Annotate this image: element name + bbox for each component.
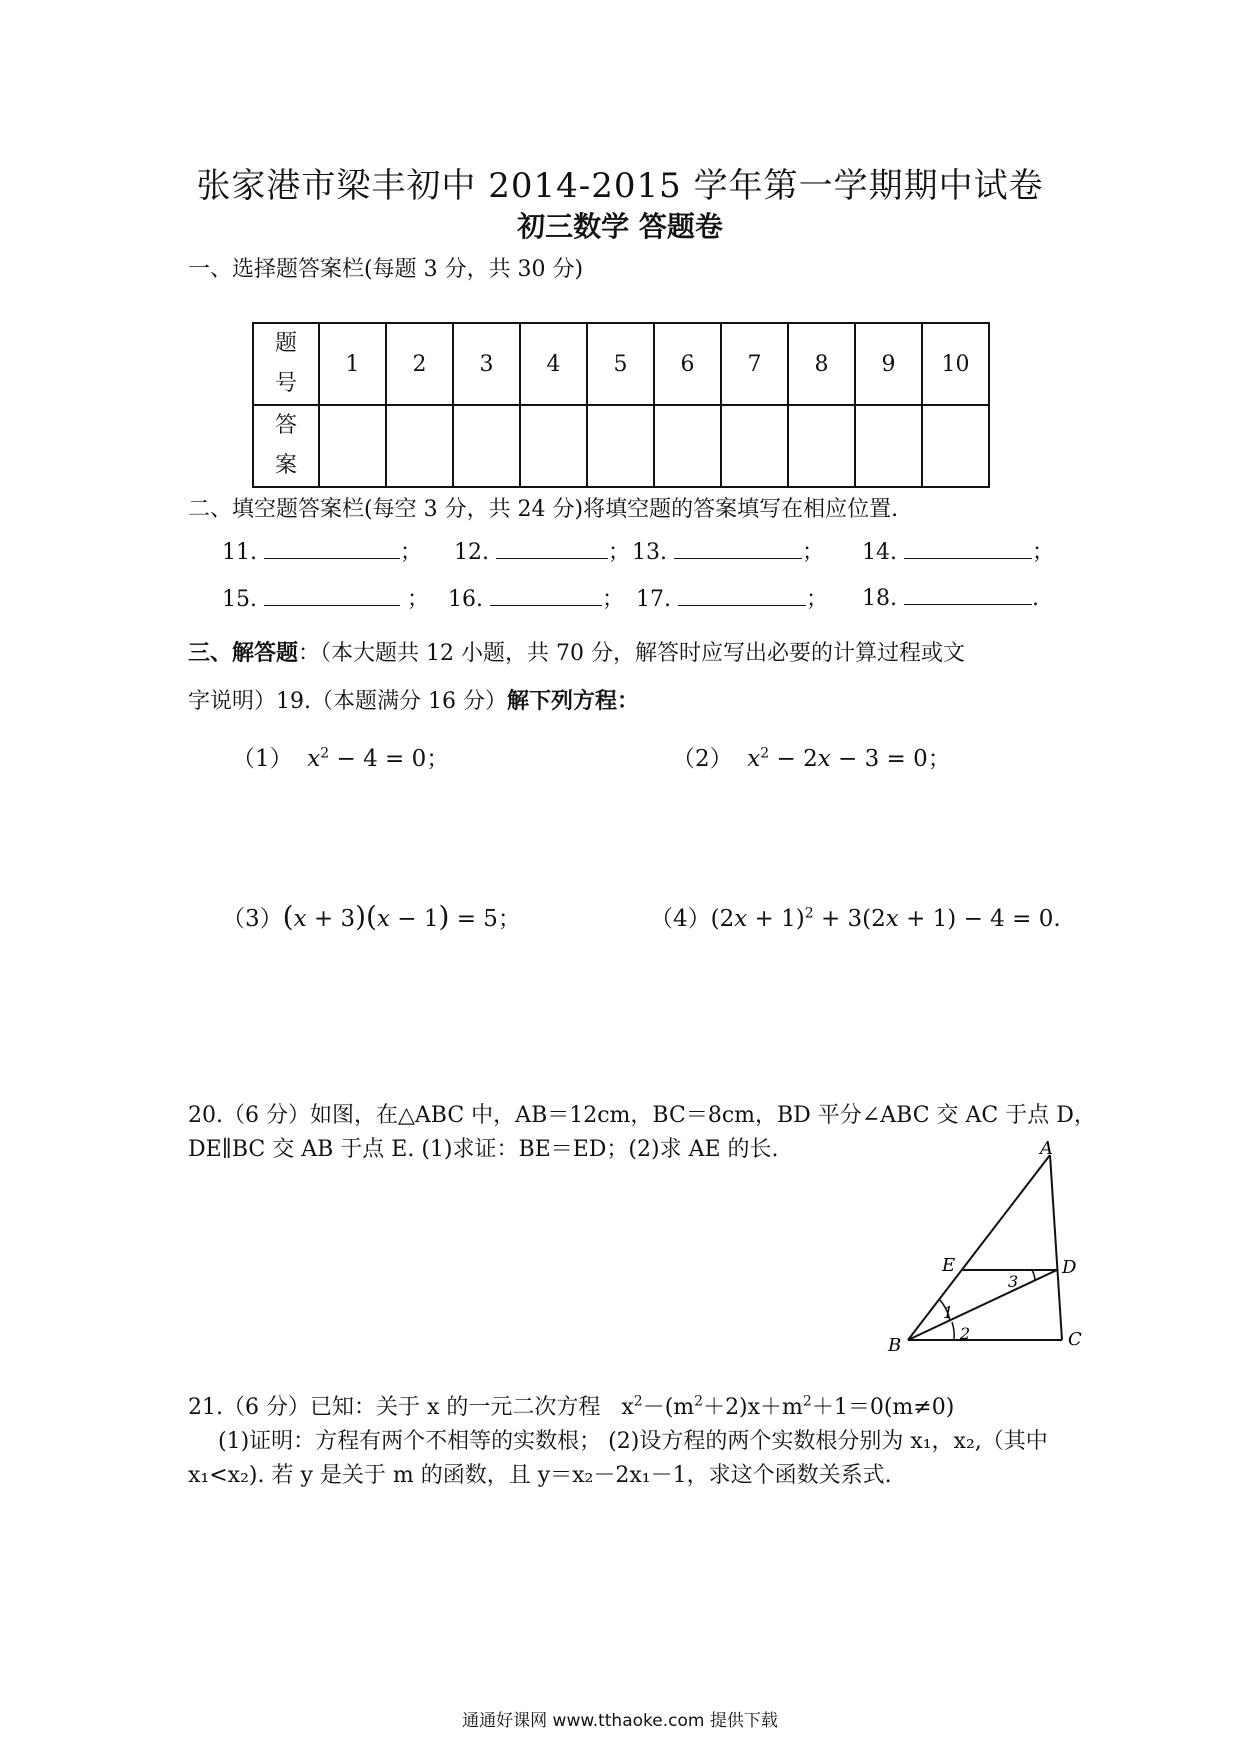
answer-cell[interactable] — [788, 405, 855, 487]
q20-line1: 20.（6 分）如图，在△ABC 中，AB＝12cm，BC＝8cm，BD 平分∠ABC 交 AC 于点 D， — [188, 1103, 1096, 1128]
question-number: 7 — [721, 323, 788, 405]
blank-13[interactable]: 13. ； — [632, 535, 824, 566]
answer-cell[interactable] — [922, 405, 989, 487]
segment-bd — [908, 1270, 1057, 1340]
label-c: C — [1068, 1329, 1082, 1350]
triangle-figure — [880, 1140, 1120, 1360]
section1-heading: 一、选择题答案栏(每题 3 分，共 30 分) — [188, 257, 584, 282]
row-label: 答 案 — [253, 405, 319, 487]
segment-ac — [1050, 1155, 1062, 1340]
label-d: D — [1062, 1257, 1077, 1278]
question-number: 9 — [855, 323, 922, 405]
section3-heading: 三、解答题：（本大题共 12 小题，共 70 分，解答时应写出必要的计算过程或文 — [188, 640, 965, 666]
question-number: 3 — [453, 323, 520, 405]
answer-cell[interactable] — [319, 405, 386, 487]
label-angle-3: 3 — [1008, 1272, 1019, 1291]
question-number: 8 — [788, 323, 855, 405]
answer-table — [252, 322, 990, 488]
page-subtitle: 初三数学 答题卷 — [517, 210, 723, 243]
blank-15[interactable]: 15. ； — [222, 582, 429, 613]
q21-line3: x₁<x₂). 若 y 是关于 m 的函数，且 y＝x₂－2x₁－1，求这个函数关系式. — [188, 1463, 892, 1488]
page-title: 张家港市梁丰初中 2014-2015 学年第一学期期中试卷 — [196, 166, 1044, 206]
blank-11[interactable]: 11. ； — [222, 535, 422, 566]
angle-2-arc — [952, 1322, 954, 1340]
answer-cell[interactable] — [453, 405, 520, 487]
q21-line2: (1)证明：方程有两个不相等的实数根； (2)设方程的两个实数根分别为 x₁，x₂,（其中 — [218, 1429, 1048, 1454]
question-number: 2 — [386, 323, 453, 405]
answer-cell[interactable] — [654, 405, 721, 487]
equation-3: （3）(x + 3)(x − 1) = 5； — [222, 900, 521, 933]
section2-heading: 二、填空题答案栏(每空 3 分，共 24 分)将填空题的答案填写在相应位置. — [188, 497, 899, 522]
label-a: A — [1040, 1140, 1053, 1159]
q21-line1: 21.（6 分）已知：关于 x 的一元二次方程 $x^2-(m^2+2)x+m^2+1=0(m\ne 0)$ — [188, 1393, 955, 1420]
answer-cell[interactable] — [855, 405, 922, 487]
table-row — [253, 405, 989, 487]
answer-cell[interactable] — [386, 405, 453, 487]
table-row — [253, 323, 989, 405]
label-b: B — [888, 1335, 902, 1356]
blank-14[interactable]: 14. ； — [862, 535, 1054, 566]
equation-1: （1） $x^2 - 4 = 0$； — [232, 745, 450, 772]
blank-18[interactable]: 18. . — [862, 582, 1039, 611]
row-label: 题 号 — [253, 323, 319, 405]
question-number: 5 — [587, 323, 654, 405]
angle-3-arc — [1032, 1270, 1035, 1280]
question-number: 4 — [520, 323, 587, 405]
blank-16[interactable]: 16. ； — [448, 582, 624, 613]
q20-line2: DE∥BC 交 AB 于点 E. (1)求证：BE＝ED；(2)求 AE 的长. — [188, 1137, 779, 1162]
question-number: 1 — [319, 323, 386, 405]
equation-2: （2） $x^2 - 2x - 3 = 0$； — [672, 745, 951, 772]
question-number: 10 — [922, 323, 989, 405]
answer-cell[interactable] — [587, 405, 654, 487]
blank-17[interactable]: 17. ； — [636, 582, 828, 613]
label-e: E — [942, 1255, 956, 1276]
question-number: 6 — [654, 323, 721, 405]
blank-12[interactable]: 12. ； — [454, 535, 630, 566]
footer-credit: 通通好课网 www.tthaoke.com 提供下载 — [462, 1711, 778, 1731]
answer-cell[interactable] — [721, 405, 788, 487]
section3-subheading: 字说明）19.（本题满分 16 分）解下列方程： — [188, 688, 639, 714]
label-angle-2: 2 — [960, 1324, 971, 1343]
label-angle-1: 1 — [943, 1303, 954, 1322]
segment-ab — [908, 1155, 1050, 1340]
answer-cell[interactable] — [520, 405, 587, 487]
equation-4: $(4)(2x + 1)^2 + 3(2x + 1) - 4 = 0$. — [650, 905, 1061, 932]
